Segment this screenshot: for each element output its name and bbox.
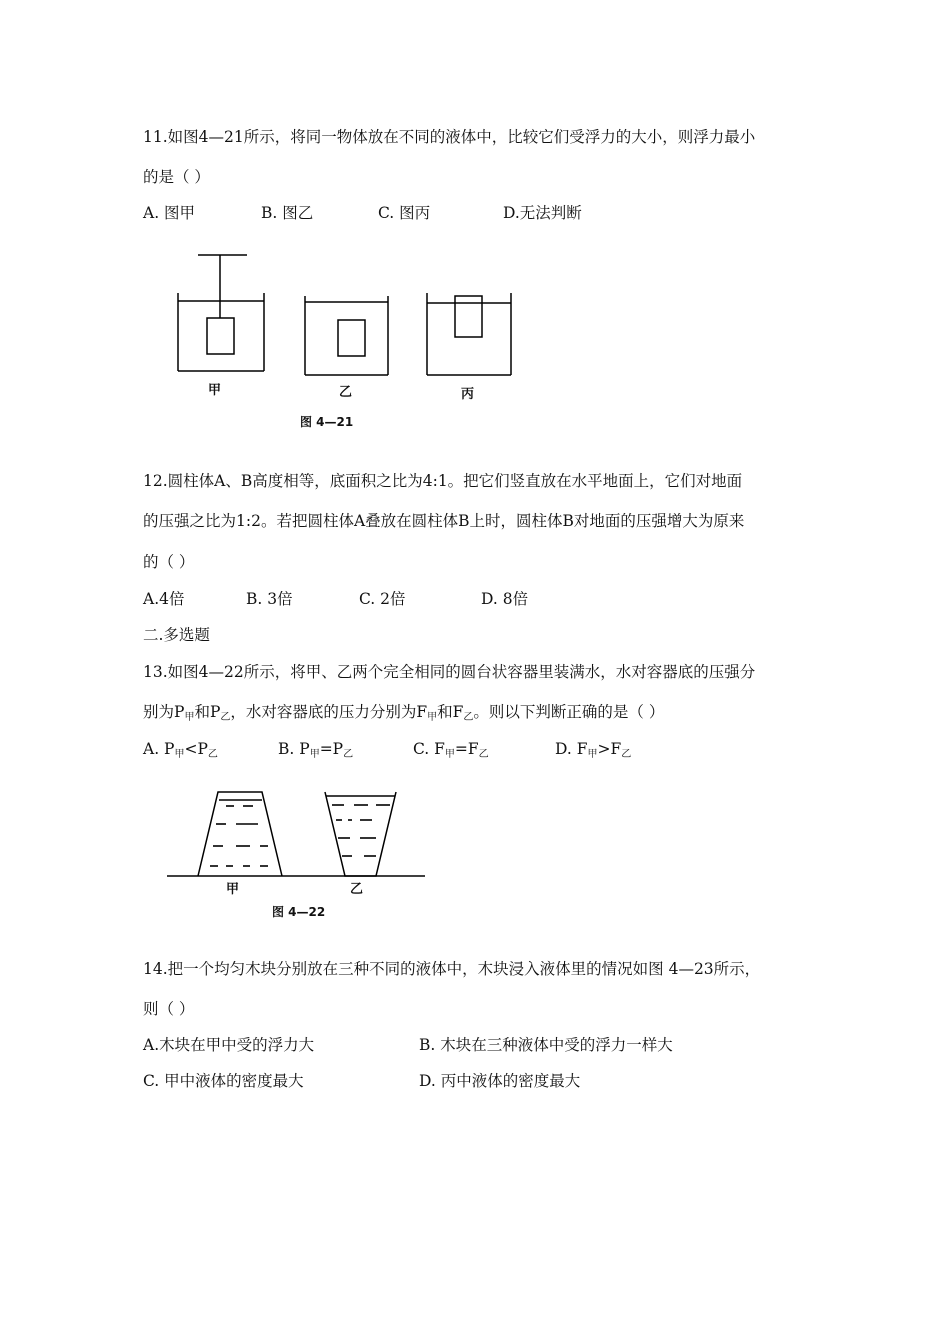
q14-option-b: B. 木块在三种液体中受的浮力一样大 — [419, 1036, 673, 1054]
q12-text-line2: 的压强之比为1:2。若把圆柱体A叠放在圆柱体B上时，圆柱体B对地面的压强增大为原来 — [143, 512, 745, 530]
q11-option-c: C. 图丙 — [378, 204, 431, 222]
q12-option-b: B. 3倍 — [246, 590, 293, 608]
frustum-jia — [198, 792, 282, 876]
q11-text-line1: 11.如图4—21所示，将同一物体放在不同的液体中，比较它们受浮力的大小，则浮力最小 — [143, 128, 756, 146]
q12-text-line1: 12.圆柱体A、B高度相等，底面积之比为4:1。把它们竖直放在水平地面上，它们对地面 — [143, 472, 743, 490]
figure-4-21-label-bing: 丙 — [461, 387, 475, 402]
q13-option-b: B. $P_甲=P_乙$ — [278, 740, 354, 760]
q12-option-a: A.4倍 — [143, 590, 185, 608]
figure-4-21-label-jia: 甲 — [208, 383, 222, 398]
q13-option-c: C. $F_甲=F_乙$ — [413, 740, 489, 760]
q11-option-b: B. 图乙 — [261, 204, 314, 222]
q12-option-d: D. 8倍 — [481, 590, 529, 608]
q14-text-line1: 14.把一个均匀木块分别放在三种不同的液体中，木块浸入液体里的情况如图 4—23所示， — [143, 960, 761, 978]
figure-4-21-caption: 图 4—21 — [300, 415, 354, 429]
q14-option-a: A.木块在甲中受的浮力大 — [143, 1036, 315, 1054]
figure-4-22-caption: 图 4—22 — [272, 905, 326, 919]
figure-4-22-label-jia: 甲 — [226, 882, 240, 897]
q12-text-line3: 的（ ） — [143, 553, 195, 571]
q11-text-line2: 的是（ ） — [143, 168, 210, 186]
q13-option-d: D. $F_甲>F_乙$ — [555, 740, 632, 760]
q14-text-line2: 则（ ） — [143, 1000, 195, 1018]
q13-option-a: A. $P_甲<P_乙$ — [143, 740, 218, 760]
q12-option-c: C. 2倍 — [359, 590, 406, 608]
figure-4-22-label-yi: 乙 — [350, 882, 364, 897]
section-heading: 二.多选题 — [143, 626, 210, 644]
figure-4-21-label-yi: 乙 — [339, 385, 353, 400]
q14-option-c: C. 甲中液体的密度最大 — [143, 1072, 304, 1090]
q11-option-a: A. 图甲 — [143, 204, 196, 222]
q14-option-d: D. 丙中液体的密度最大 — [419, 1072, 581, 1090]
water-dashes — [210, 805, 390, 866]
q13-text-line2: 别为$P_甲$和$P_乙$，水对容器底的压力分别为$F_甲$和$F_乙$。则以下判断正确的是（ ） — [143, 703, 665, 723]
q11-option-d: D.无法判断 — [503, 204, 582, 222]
q13-text-line1: 13.如图4—22所示，将甲、乙两个完全相同的圆台状容器里装满水，水对容器底的压强分 — [143, 663, 756, 681]
